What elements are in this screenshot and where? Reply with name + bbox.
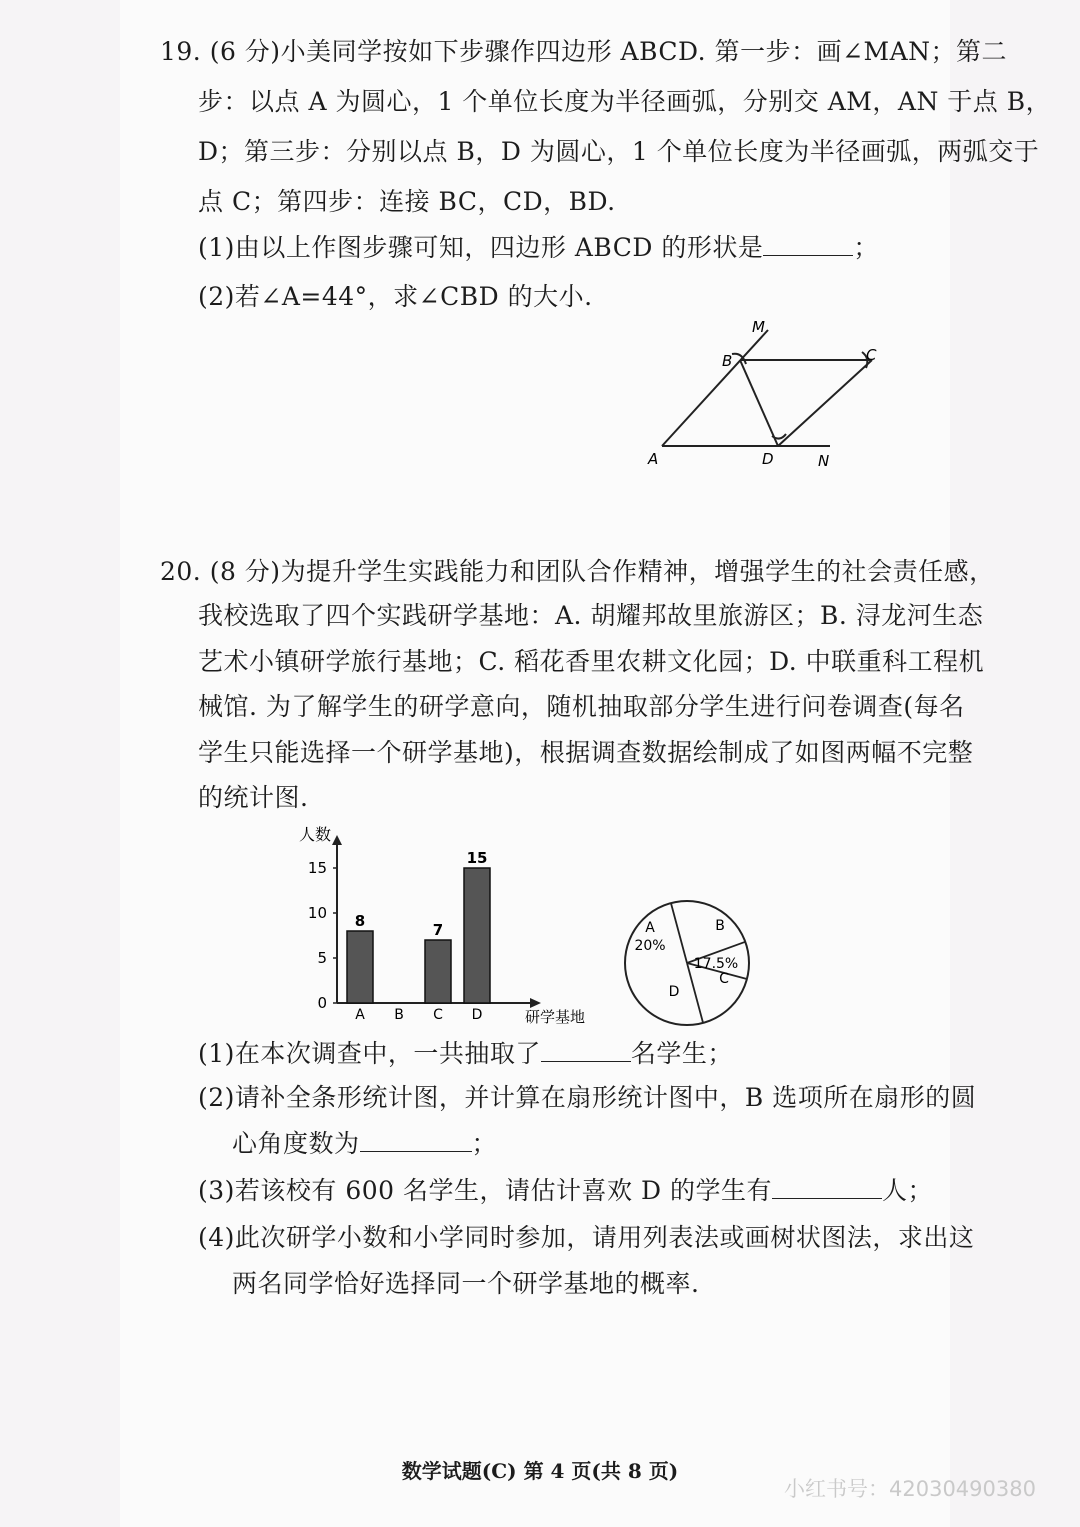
label-M: M xyxy=(752,318,765,336)
x-tick-label: B xyxy=(394,1007,404,1023)
q19-line-3: D；第三步：分别以点 B，D 为圆心，1 个单位长度为半径画弧，两弧交于 xyxy=(198,137,1040,166)
q20-line-4: 械馆. 为了解学生的研学意向，随机抽取部分学生进行问卷调查(每名 xyxy=(198,692,965,721)
slice-value-C: 17.5% xyxy=(693,956,739,972)
y-axis-label: 人数 xyxy=(299,825,332,844)
q20-line-6: 的统计图. xyxy=(198,783,309,812)
slice-divider xyxy=(671,903,687,963)
q20-sub1-text: (1)在本次调查中，一共抽取了 xyxy=(198,1039,541,1068)
y-tick-label: 15 xyxy=(307,859,327,877)
x-axis-arrow xyxy=(530,998,541,1008)
bar-D xyxy=(464,868,490,1003)
q19-line-1: 19. (6 分)小美同学按如下步骤作四边形 ABCD. 第一步：画∠MAN；第二 xyxy=(160,37,1008,66)
q20-line-3: 艺术小镇研学旅行基地；C. 稻花香里农耕文化园；D. 中联重科工程机 xyxy=(198,647,985,676)
bar-C xyxy=(425,940,451,1003)
q20-sub3-end: 人； xyxy=(881,1176,933,1205)
y-tick-label: 0 xyxy=(317,994,327,1012)
q20-sub4-line2: 两名同学恰好选择同一个研学基地的概率. xyxy=(232,1269,700,1298)
y-tick-label: 10 xyxy=(307,904,327,922)
x-tick-label: C xyxy=(433,1007,443,1023)
data-label: 8 xyxy=(354,912,366,930)
bar-A xyxy=(347,931,373,1003)
x-tick-label: D xyxy=(471,1007,483,1023)
segment-BD xyxy=(740,360,778,446)
q20-sub2-line1: (2)请补全条形统计图，并计算在扇形统计图中，B 选项所在扇形的圆 xyxy=(198,1083,977,1112)
watermark: 小红书号：42030490380 xyxy=(784,1477,1036,1501)
q20-sub4-line1: (4)此次研学小数和小学同时参加，请用列表法或画树状图法，求出这 xyxy=(198,1223,975,1252)
label-C: C xyxy=(866,346,877,364)
q20-sub2-end: ； xyxy=(471,1129,498,1158)
y-tick-label: 5 xyxy=(317,949,327,967)
q19-sub1 xyxy=(198,228,879,264)
data-label: 15 xyxy=(466,849,488,867)
pie-chart xyxy=(612,888,762,1038)
q20-sub2-text: 心角度数为 xyxy=(232,1129,360,1158)
q20-sub1-end: 名学生； xyxy=(630,1039,733,1068)
page-footer: 数学试题(C) 第 4 页(共 8 页) xyxy=(401,1459,679,1483)
q20-sub3 xyxy=(198,1171,933,1207)
x-axis-label: 研学基地 xyxy=(525,1008,586,1026)
slice-label-C: C xyxy=(719,971,729,987)
label-A: A xyxy=(648,450,659,468)
q20-sub3-text: (3)若该校有 600 名学生，请估计喜欢 D 的学生有 xyxy=(198,1176,772,1205)
rhombus-figure xyxy=(640,318,890,478)
slice-value-A: 20% xyxy=(634,938,666,954)
slice-label-D: D xyxy=(668,984,680,1000)
label-D: D xyxy=(762,450,774,468)
q20-sub1 xyxy=(198,1034,733,1070)
q19-sub2: (2)若∠A=44°，求∠CBD 的大小. xyxy=(198,282,593,311)
q19-line-2: 步：以点 A 为圆心，1 个单位长度为半径画弧，分别交 AM，AN 于点 B， xyxy=(198,87,1052,116)
answer-blank-shape xyxy=(772,1172,882,1199)
slice-label-B: B xyxy=(715,918,725,934)
q20-line-2: 我校选取了四个实践研学基地：A. 胡耀邦故里旅游区；B. 浔龙河生态 xyxy=(198,601,984,630)
q19-line-4: 点 C；第四步：连接 BC，CD，BD. xyxy=(198,187,616,216)
label-B: B xyxy=(722,352,733,370)
q20-line-5: 学生只能选择一个研学基地)，根据调查数据绘制成了如图两幅不完整 xyxy=(198,738,974,767)
q19-sub1-text: (1)由以上作图步骤可知，四边形 ABCD 的形状是 xyxy=(198,233,764,262)
answer-blank-shape xyxy=(360,1125,472,1152)
answer-blank-shape xyxy=(763,229,853,256)
q19-sub1-end: ； xyxy=(853,233,879,262)
y-axis-arrow xyxy=(332,835,342,845)
slice-label-A: A xyxy=(645,920,655,936)
x-tick-label: A xyxy=(355,1007,365,1023)
segment-CD xyxy=(778,360,872,446)
bar-chart xyxy=(285,820,605,1030)
arc-mark-d xyxy=(772,434,786,439)
q20-sub2-line2 xyxy=(232,1124,497,1160)
answer-blank-shape xyxy=(541,1035,631,1062)
label-N: N xyxy=(818,452,830,470)
q20-line-1: 20. (8 分)为提升学生实践能力和团队合作精神，增强学生的社会责任感， xyxy=(160,557,995,586)
data-label: 7 xyxy=(432,921,444,939)
